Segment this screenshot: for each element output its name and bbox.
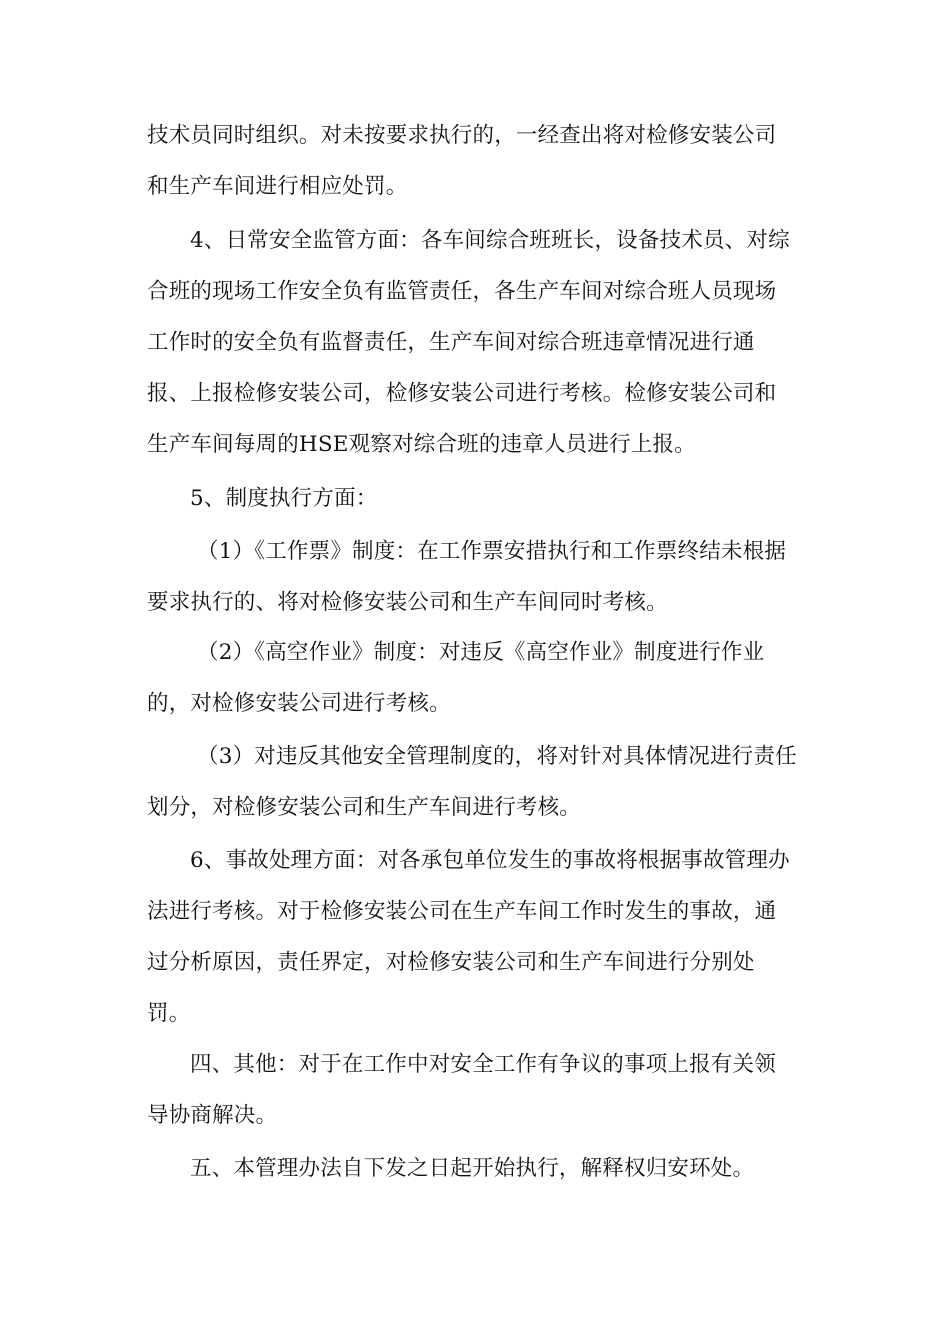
paragraph-line: （2）《高空作业》制度：对违反《高空作业》制度进行作业 xyxy=(197,640,765,665)
paragraph-line: 导协商解决。 xyxy=(147,1103,278,1128)
paragraph-line: 4、日常安全监管方面：各车间综合班班长，设备技术员、对综 xyxy=(190,228,790,253)
paragraph-line: 工作时的安全负有监督责任，生产车间对综合班违章情况进行通 xyxy=(147,330,755,355)
paragraph-line: 生产车间每周的HSE观察对综合班的违章人员进行上报。 xyxy=(147,432,696,457)
paragraph-line: 要求执行的、将对检修安装公司和生产车间同时考核。 xyxy=(147,590,668,615)
paragraph-line: （3）对违反其他安全管理制度的，将对针对具体情况进行责任 xyxy=(197,744,797,769)
paragraph-line: 四、其他：对于在工作中对安全工作有争议的事项上报有关领 xyxy=(190,1052,776,1077)
paragraph-line: 技术员同时组织。对未按要求执行的，一经查出将对检修安装公司 xyxy=(147,123,777,148)
paragraph-line: 和生产车间进行相应处罚。 xyxy=(147,174,408,199)
paragraph-line: 过分析原因，责任界定，对检修安装公司和生产车间进行分别处 xyxy=(147,950,755,975)
paragraph-line: 6、事故处理方面：对各承包单位发生的事故将根据事故管理办 xyxy=(190,848,790,873)
paragraph-line: 5、制度执行方面： xyxy=(190,486,378,511)
paragraph-line: 合班的现场工作安全负有监管责任，各生产车间对综合班人员现场 xyxy=(147,279,777,304)
paragraph-line: 罚。 xyxy=(147,1001,191,1026)
paragraph-line: 划分，对检修安装公司和生产车间进行考核。 xyxy=(147,795,582,820)
paragraph-line: 的，对检修安装公司进行考核。 xyxy=(147,691,451,716)
paragraph-line: 报、上报检修安装公司，检修安装公司进行考核。检修安装公司和 xyxy=(147,381,777,406)
paragraph-line: 五、本管理办法自下发之日起开始执行，解释权归安环处。 xyxy=(190,1156,755,1181)
paragraph-line: （1）《工作票》制度：在工作票安措执行和工作票终结未根据 xyxy=(197,539,787,564)
paragraph-line: 法进行考核。对于检修安装公司在生产车间工作时发生的事故，通 xyxy=(147,899,777,924)
